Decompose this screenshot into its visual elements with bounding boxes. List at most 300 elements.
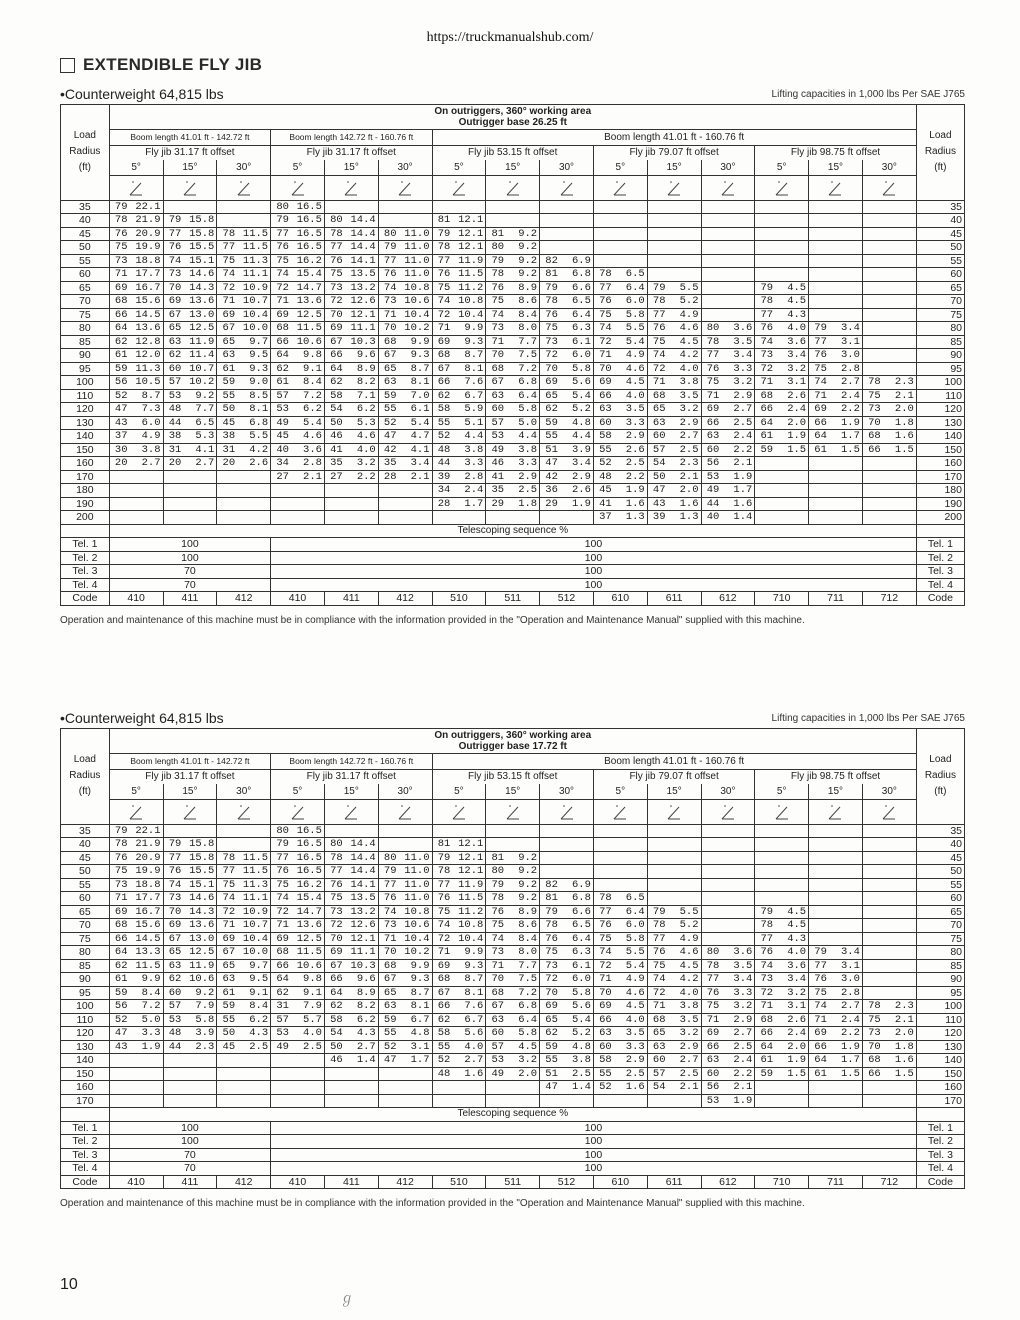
capacity-value: 1.9 — [130, 1040, 164, 1054]
boom-angle-value: 63 — [593, 403, 613, 417]
boom-angle-icon — [559, 179, 575, 197]
chart-title — [109, 729, 916, 754]
offset-angle: 5° — [432, 160, 486, 175]
boom-angle-value — [593, 227, 613, 241]
capacity-value — [883, 851, 917, 865]
boom-angle-value: 75 — [647, 959, 667, 973]
capacity-value: 11.0 — [399, 878, 433, 892]
capacity-value: 14.5 — [130, 308, 164, 322]
boom-angle-value — [809, 932, 829, 946]
radius-value: 190 — [916, 497, 964, 511]
boom-angle-value: 61 — [217, 362, 237, 376]
boom-angle-value: 79 — [163, 214, 183, 228]
capacity-value: 5.8 — [560, 986, 594, 1000]
angle-cell — [378, 799, 432, 824]
capacity-value — [775, 241, 809, 255]
boom-angle-value — [324, 1081, 344, 1095]
boom-angle-value: 40 — [271, 443, 291, 457]
code-label: Code — [61, 592, 110, 606]
boom-angle-value: 76 — [647, 946, 667, 960]
capacity-value: 2.7 — [829, 376, 863, 390]
boom-angle-value: 76 — [809, 349, 829, 363]
boom-angle-value: 29 — [486, 497, 506, 511]
capacity-value: 1.3 — [668, 511, 702, 525]
boom-angle-value: 71 — [701, 389, 721, 403]
boom-angle-value — [109, 1067, 129, 1081]
boom-angle-value — [862, 200, 882, 214]
capacity-value: 10.7 — [237, 919, 271, 933]
capacity-value: 6.1 — [560, 959, 594, 973]
capacity-value: 9.3 — [237, 362, 271, 376]
capacity-value: 5.5 — [237, 430, 271, 444]
boom-angle-value: 68 — [486, 362, 506, 376]
boom-angle-value — [324, 511, 344, 525]
boom-angle-value: 79 — [755, 281, 775, 295]
boom-angle-value: 63 — [163, 335, 183, 349]
capacity-value — [183, 1094, 217, 1108]
capacity-value — [130, 1094, 164, 1108]
boom-angle-value — [109, 484, 129, 498]
capacity-value: 2.9 — [668, 416, 702, 430]
capacity-value: 5.6 — [452, 1027, 486, 1041]
capacity-value — [829, 308, 863, 322]
load-radius-header-right — [916, 729, 964, 825]
boom-angle-value — [378, 824, 398, 838]
capacity-value — [775, 878, 809, 892]
capacity-value: 8.7 — [130, 389, 164, 403]
boom-angle-value — [862, 511, 882, 525]
code-value: 412 — [217, 1175, 271, 1189]
boom-angle-value: 76 — [378, 268, 398, 282]
title-row — [61, 729, 965, 754]
boom-angle-icon — [559, 803, 575, 821]
capacity-value: 1.6 — [668, 497, 702, 511]
capacity-value: 14.7 — [291, 281, 325, 295]
source-url[interactable]: https://truckmanualshub.com/ — [426, 30, 594, 45]
radius-value: 45 — [61, 851, 110, 865]
tel-label-right: Tel. 4 — [916, 1162, 964, 1176]
boom-angle-value: 71 — [109, 892, 129, 906]
capacity-value — [183, 1067, 217, 1081]
capacity-value: 2.5 — [668, 443, 702, 457]
capacity-value: 4.0 — [775, 946, 809, 960]
boom-angle-value — [486, 1081, 506, 1095]
boom-angle-value — [593, 254, 613, 268]
compliance-note: Operation and maintenance of this machine must be in compliance with the information provided in the "Operation and Maintenance Manual" supplied with this machine. — [60, 1198, 805, 1209]
boom-angle-value — [862, 227, 882, 241]
load-radius-label: (ft) — [934, 162, 947, 174]
offset-angle: 15° — [809, 784, 863, 799]
section-header — [60, 86, 965, 102]
title-line-2: Outrigger base 26.25 ft — [458, 117, 567, 128]
boom-angle-value — [755, 241, 775, 255]
boom-angle-value — [701, 878, 721, 892]
capacity-value — [237, 484, 271, 498]
boom-angle-value — [809, 214, 829, 228]
table-row — [61, 335, 965, 349]
boom-angle-value — [163, 1067, 183, 1081]
boom-angle-icon — [612, 179, 628, 197]
capacity-value: 3.3 — [614, 1040, 648, 1054]
boom-angle-value — [755, 1081, 775, 1095]
capacity-value — [829, 457, 863, 471]
boom-angle-value: 75 — [432, 905, 452, 919]
capacity-value: 5.2 — [560, 1027, 594, 1041]
boom-angle-value: 35 — [486, 484, 506, 498]
boom-angle-value — [217, 824, 237, 838]
boom-angle-value: 45 — [217, 416, 237, 430]
capacity-value — [829, 919, 863, 933]
load-radius-label: (ft) — [934, 786, 947, 798]
capacity-value: 2.2 — [721, 1067, 755, 1081]
boom-angle-value: 71 — [432, 946, 452, 960]
capacity-value: 1.7 — [721, 484, 755, 498]
capacity-value: 3.4 — [775, 973, 809, 987]
capacity-value: 11.1 — [345, 322, 379, 336]
offset-angle: 5° — [271, 784, 325, 799]
tel-value-a: 100 — [109, 551, 270, 565]
boom-angle-value: 41 — [593, 497, 613, 511]
capacity-value: 10.6 — [291, 335, 325, 349]
boom-angle-value: 74 — [647, 973, 667, 987]
offset-angle: 15° — [809, 160, 863, 175]
boom-angle-value: 80 — [324, 838, 344, 852]
capacity-value — [560, 200, 594, 214]
capacity-value: 9.3 — [399, 349, 433, 363]
capacity-value: 11.5 — [237, 241, 271, 255]
boom-angle-value: 44 — [701, 497, 721, 511]
boom-angle-value: 39 — [432, 470, 452, 484]
capacity-value: 4.2 — [668, 349, 702, 363]
tel-label-right: Tel. 2 — [916, 1135, 964, 1149]
radius-value: 35 — [916, 824, 964, 838]
boom-angle-value: 64 — [324, 362, 344, 376]
tel-value-b: 100 — [271, 1148, 917, 1162]
boom-angle-value — [486, 511, 506, 525]
capacity-value: 12.1 — [452, 851, 486, 865]
boom-length-a: Boom length 41.01 ft - 142.72 ft — [109, 754, 270, 770]
boom-angle-value: 71 — [378, 308, 398, 322]
capacity-value: 1.6 — [614, 497, 648, 511]
boom-angle-value: 53 — [486, 430, 506, 444]
capacity-value: 16.2 — [291, 254, 325, 268]
boom-angle-value: 75 — [862, 389, 882, 403]
tel-label-right: Tel. 3 — [916, 565, 964, 579]
capacity-value: 2.3 — [183, 1040, 217, 1054]
capacity-value: 2.2 — [829, 403, 863, 417]
boom-angle-value: 79 — [540, 281, 560, 295]
boom-angle-value: 66 — [862, 1067, 882, 1081]
boom-angle-value — [755, 838, 775, 852]
boom-angle-value: 20 — [109, 457, 129, 471]
capacity-value: 10.9 — [237, 905, 271, 919]
boom-angle-value: 82 — [540, 254, 560, 268]
capacity-value: 1.9 — [614, 484, 648, 498]
boom-angle-value: 76 — [701, 986, 721, 1000]
capacity-value — [721, 268, 755, 282]
capacity-value: 11.5 — [452, 268, 486, 282]
boom-angle-value — [862, 865, 882, 879]
boom-angle-value: 30 — [109, 443, 129, 457]
boom-angle-value: 37 — [109, 430, 129, 444]
capacity-value: 5.6 — [560, 376, 594, 390]
capacity-value — [721, 865, 755, 879]
capacity-value — [829, 905, 863, 919]
capacity-value: 3.5 — [668, 389, 702, 403]
boom-angle-value: 74 — [163, 878, 183, 892]
capacity-value — [345, 200, 379, 214]
code-row — [61, 592, 965, 606]
capacity-value: 2.0 — [883, 1027, 917, 1041]
capacity-value — [345, 497, 379, 511]
boom-angle-value: 73 — [862, 403, 882, 417]
boom-angle-value — [701, 241, 721, 255]
boom-angle-value — [486, 214, 506, 228]
boom-angle-value — [809, 865, 829, 879]
boom-angle-value: 78 — [109, 214, 129, 228]
boom-angle-value — [540, 838, 560, 852]
boom-angle-value — [593, 865, 613, 879]
boom-angle-value: 76 — [755, 946, 775, 960]
boom-angle-value: 64 — [324, 986, 344, 1000]
capacity-value: 3.2 — [721, 376, 755, 390]
boom-angle-value: 58 — [432, 403, 452, 417]
capacity-value — [775, 824, 809, 838]
boom-angle-value: 78 — [217, 227, 237, 241]
boom-angle-value: 57 — [486, 1040, 506, 1054]
capacity-value — [883, 919, 917, 933]
capacity-value: 8.4 — [506, 308, 540, 322]
code-value: 711 — [809, 1175, 863, 1189]
load-radius-label: Load — [929, 130, 952, 142]
boom-angle-value: 79 — [109, 200, 129, 214]
capacity-value: 8.4 — [506, 932, 540, 946]
offset-angle: 5° — [593, 160, 647, 175]
boom-angle-value — [593, 1094, 613, 1108]
boom-angle-value: 57 — [163, 1000, 183, 1014]
boom-angle-value: 55 — [432, 416, 452, 430]
capacity-value: 1.8 — [506, 497, 540, 511]
capacity-value: 2.3 — [883, 376, 917, 390]
capacity-value: 15.5 — [183, 865, 217, 879]
capacity-value: 4.5 — [775, 281, 809, 295]
capacity-value — [829, 1094, 863, 1108]
boom-angle-value — [862, 892, 882, 906]
boom-angle-value — [271, 1094, 291, 1108]
boom-angle-value: 67 — [217, 946, 237, 960]
capacity-value — [775, 227, 809, 241]
radius-value: 190 — [61, 497, 110, 511]
load-radius-label: (ft) — [78, 786, 91, 798]
radius-value: 95 — [916, 986, 964, 1000]
boom-angle-value: 62 — [271, 986, 291, 1000]
radius-value: 120 — [61, 403, 110, 417]
table-row — [61, 1081, 965, 1095]
boom-angle-value — [109, 511, 129, 525]
boom-angle-value: 66 — [109, 932, 129, 946]
boom-angle-value: 60 — [163, 362, 183, 376]
capacity-value — [775, 484, 809, 498]
boom-angle-value: 77 — [163, 227, 183, 241]
boom-angle-value: 68 — [109, 919, 129, 933]
capacity-value: 2.4 — [721, 1054, 755, 1068]
boom-angle-value — [809, 241, 829, 255]
boom-angle-value: 70 — [593, 362, 613, 376]
boom-angle-value: 77 — [755, 308, 775, 322]
radius-value: 55 — [61, 878, 110, 892]
boom-angle-value — [809, 484, 829, 498]
boom-angle-value: 71 — [755, 1000, 775, 1014]
boom-angle-value: 76 — [271, 241, 291, 255]
capacity-value — [291, 1081, 325, 1095]
boom-angle-value — [163, 484, 183, 498]
boom-angle-value: 74 — [809, 376, 829, 390]
boom-angle-value — [701, 200, 721, 214]
boom-angle-value: 79 — [378, 241, 398, 255]
capacity-value: 10.2 — [183, 376, 217, 390]
capacity-value: 15.5 — [183, 241, 217, 255]
capacity-value: 2.5 — [721, 416, 755, 430]
boom-angle-value: 74 — [809, 1000, 829, 1014]
capacity-value: 10.3 — [345, 335, 379, 349]
boom-angle-value — [540, 1094, 560, 1108]
capacity-value: 3.4 — [829, 322, 863, 336]
boom-angle-value — [540, 824, 560, 838]
boom-angle-value — [809, 892, 829, 906]
boom-angle-value: 78 — [324, 851, 344, 865]
tel-value-a: 70 — [109, 578, 270, 592]
capacity-value: 8.7 — [399, 362, 433, 376]
capacity-value: 2.1 — [721, 1081, 755, 1095]
load-radius-label: Radius — [69, 770, 101, 782]
boom-angle-value: 70 — [163, 905, 183, 919]
capacity-value: 6.4 — [614, 905, 648, 919]
boom-angle-value: 52 — [109, 1013, 129, 1027]
capacity-value: 2.9 — [614, 430, 648, 444]
capacity-value: 1.7 — [399, 1054, 433, 1068]
capacity-value: 13.5 — [345, 892, 379, 906]
capacity-value — [775, 851, 809, 865]
table-row — [61, 349, 965, 363]
capacity-value: 2.9 — [506, 470, 540, 484]
code-label: Code — [61, 1175, 110, 1189]
boom-angle-value — [163, 1094, 183, 1108]
table-row — [61, 878, 965, 892]
boom-angle-value: 69 — [432, 335, 452, 349]
radius-value: 80 — [916, 322, 964, 336]
boom-angle-value: 78 — [540, 295, 560, 309]
boom-angle-value: 59 — [540, 416, 560, 430]
capacity-value: 3.2 — [668, 1027, 702, 1041]
boom-angle-icon — [774, 803, 790, 821]
load-radius-label: Load — [73, 130, 96, 142]
capacity-value — [883, 457, 917, 471]
table-row — [61, 1094, 965, 1108]
capacity-value: 9.5 — [237, 973, 271, 987]
table-row — [61, 1013, 965, 1027]
capacity-value: 9.8 — [291, 973, 325, 987]
boom-angle-value: 71 — [271, 919, 291, 933]
capacity-value: 5.2 — [668, 295, 702, 309]
capacity-value — [399, 484, 433, 498]
capacity-value: 1.6 — [883, 1054, 917, 1068]
boom-angle-value: 61 — [809, 443, 829, 457]
boom-angle-value: 72 — [217, 905, 237, 919]
boom-angle-value: 61 — [271, 376, 291, 390]
capacity-value: 6.7 — [452, 389, 486, 403]
boom-angle-value: 58 — [324, 1013, 344, 1027]
boom-angle-value — [647, 200, 667, 214]
capacity-value: 11.9 — [183, 959, 217, 973]
capacity-value — [883, 1094, 917, 1108]
boom-angle-value: 70 — [593, 986, 613, 1000]
capacity-value: 4.2 — [668, 973, 702, 987]
capacity-value: 8.4 — [291, 376, 325, 390]
capacity-value — [668, 824, 702, 838]
boom-angle-value: 55 — [217, 389, 237, 403]
code-value: 611 — [647, 1175, 701, 1189]
capacity-value — [883, 335, 917, 349]
code-value: 511 — [486, 1175, 540, 1189]
boom-angle-value: 74 — [432, 295, 452, 309]
capacity-value: 9.2 — [506, 878, 540, 892]
capacity-value — [291, 497, 325, 511]
boom-angle-value: 67 — [324, 959, 344, 973]
boom-angle-value: 79 — [540, 905, 560, 919]
boom-angle-value: 78 — [432, 241, 452, 255]
boom-angle-value: 46 — [324, 430, 344, 444]
capacity-value: 14.4 — [345, 865, 379, 879]
capacity-value — [668, 268, 702, 282]
boom-angle-value: 75 — [809, 986, 829, 1000]
capacity-value: 11.5 — [237, 865, 271, 879]
capacity-value: 5.8 — [614, 932, 648, 946]
capacity-value: 17.7 — [130, 268, 164, 282]
capacity-value — [560, 227, 594, 241]
angle-cell — [217, 799, 271, 824]
angle-cell — [109, 175, 163, 200]
tel-label: Tel. 3 — [61, 565, 110, 579]
capacity-value: 5.3 — [345, 416, 379, 430]
radius-value: 95 — [61, 362, 110, 376]
boom-angle-value: 53 — [163, 1013, 183, 1027]
boom-angle-value: 73 — [324, 281, 344, 295]
capacity-value — [883, 497, 917, 511]
boom-angle-value: 66 — [324, 973, 344, 987]
boom-angle-value — [163, 200, 183, 214]
boom-angle-value: 40 — [701, 511, 721, 525]
tel-label: Tel. 4 — [61, 578, 110, 592]
table-row — [61, 973, 965, 987]
radius-value: 120 — [916, 403, 964, 417]
offset-angle: 5° — [109, 160, 163, 175]
boom-angle-value — [862, 214, 882, 228]
boom-angle-value: 72 — [217, 281, 237, 295]
capacity-value: 2.8 — [452, 470, 486, 484]
capacity-value: 7.7 — [183, 403, 217, 417]
capacity-value — [506, 1094, 540, 1108]
radius-value: 180 — [61, 484, 110, 498]
capacity-value: 9.2 — [506, 227, 540, 241]
capacity-value: 7.7 — [506, 335, 540, 349]
boom-angle-value: 69 — [432, 959, 452, 973]
boom-angle-value: 75 — [862, 1013, 882, 1027]
capacity-value — [883, 932, 917, 946]
capacity-value: 2.1 — [399, 470, 433, 484]
capacity-value: 6.3 — [560, 946, 594, 960]
boom-angle-value: 74 — [163, 254, 183, 268]
capacity-value: 2.0 — [775, 416, 809, 430]
